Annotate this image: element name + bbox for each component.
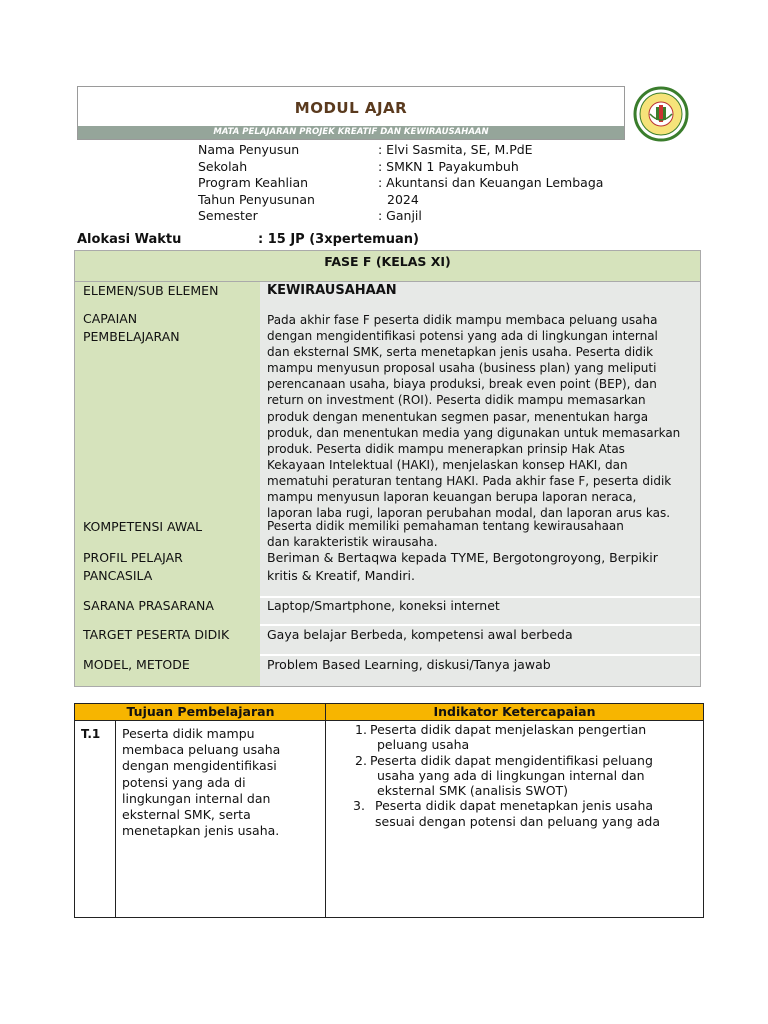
capaian-line: perencanaan usaha, biaya produksi, break even point (BEP), dan: [267, 377, 657, 392]
capaian-line: dan eksternal SMK, serta menetapkan jenis usaha. Peserta didik: [267, 345, 654, 360]
model-value: Problem Based Learning, diskusi/Tanya jawab: [267, 657, 551, 672]
model-label: MODEL, METODE: [83, 657, 190, 672]
target-label: TARGET PESERTA DIDIK: [83, 627, 230, 642]
meta-value: : Ganjil: [378, 208, 422, 223]
objectives-header: [75, 704, 703, 721]
capaian-line: dengan mengidentifikasi potensi yang ada di lingkungan internal: [267, 329, 658, 344]
kompetensi-line: Peserta didik memiliki pemahaman tentang kewirausahaan: [267, 519, 624, 533]
indicator-item: [339, 753, 701, 799]
meta-value: 2024: [387, 191, 419, 207]
meta-label: Tahun Penyusunan: [198, 191, 315, 207]
row-divider: [260, 624, 700, 626]
column-divider: [115, 721, 116, 917]
objective-line: Peserta didik mampu: [122, 726, 255, 741]
kompetensi-text: [267, 518, 692, 550]
sarana-value: Laptop/Smartphone, koneksi internet: [267, 598, 500, 613]
subject-banner: MATA PELAJARAN PROJEK KREATIF DAN KEWIRAUSAHAAN: [78, 126, 624, 139]
meta-label: Program Keahlian: [198, 175, 309, 190]
document-header: [77, 86, 625, 140]
profil-line: kritis & Kreatif, Mandiri.: [267, 568, 415, 583]
time-allocation-value: : 15 JP (3xpertemuan): [258, 232, 419, 247]
capaian-line: return on investment (ROI). Peserta didik mampu memasarkan: [267, 393, 646, 408]
indicator-item: [339, 798, 701, 829]
objective-line: menetapkan jenis usaha.: [122, 823, 280, 839]
capaian-line: mematuhi peraturan tentang HAKI. Pada akhir fase F, peserta didik: [267, 473, 672, 488]
column-divider: [325, 704, 326, 917]
meta-label: Nama Penyusun: [198, 142, 300, 157]
kompetensi-line: dan karakteristik wirausaha.: [267, 535, 438, 550]
indicator-line: sesuai dengan potensi dan peluang yang ada: [375, 813, 660, 829]
indicator-item: [339, 722, 701, 753]
indicator-line: usaha yang ada di lingkungan internal dan: [377, 767, 645, 783]
indicator-number: 3.: [353, 798, 365, 814]
objective-line: membaca peluang usaha: [122, 742, 281, 758]
profil-line: Beriman & Bertaqwa kepada TYME, Bergotongroyong, Berpikir: [267, 550, 658, 565]
objectives-table: [74, 703, 704, 918]
target-value: Gaya belajar Berbeda, kompetensi awal berbeda: [267, 627, 573, 642]
indicator-list: [339, 722, 701, 829]
sarana-label: SARANA PRASARANA: [83, 598, 214, 613]
capaian-line: mampu menyusun proposal usaha (business plan) yang meliputi: [267, 361, 657, 376]
profil-label: [83, 549, 183, 585]
profil-label-line: PROFIL PELAJAR: [83, 550, 183, 565]
meta-value: : Elvi Sasmita, SE, M.PdE: [378, 142, 533, 157]
kompetensi-label: KOMPETENSI AWAL: [83, 519, 203, 534]
indicator-line: Peserta didik dapat menetapkan jenis usaha: [375, 798, 654, 814]
capaian-line: mampu menyusun laporan keuangan berupa laporan neraca,: [267, 490, 637, 505]
row-divider: [260, 654, 700, 656]
capaian-line: Kekayaan Intelektual (HAKI), menjelaskan konsep HAKI, dan: [267, 457, 628, 472]
indicator-number: 1.: [355, 722, 367, 737]
objectives-header-indikator: Indikator Ketercapaian: [433, 704, 596, 719]
objective-line: potensi yang ada di: [122, 774, 246, 790]
meta-label: Semester: [198, 208, 258, 223]
capaian-label: [83, 310, 180, 346]
capaian-text: [267, 312, 692, 521]
indicator-line: Peserta didik dapat menjelaskan pengertian: [370, 722, 647, 737]
capaian-label-line: PEMBELAJARAN: [83, 329, 180, 344]
meta-value: : Akuntansi dan Keuangan Lembaga: [378, 175, 604, 190]
capaian-line: Pada akhir fase F peserta didik mampu membaca peluang usaha: [267, 313, 658, 327]
objective-line: dengan mengidentifikasi: [122, 758, 277, 774]
objectives-header-tujuan: Tujuan Pembelajaran: [126, 704, 275, 719]
phase-heading: FASE F (KELAS XI): [75, 251, 700, 282]
indicator-number: 2.: [355, 752, 367, 768]
indicator-line: Peserta didik dapat mengidentifikasi peluang: [370, 752, 653, 768]
learning-info-table: [74, 250, 701, 687]
indicator-line: peluang usaha: [377, 737, 470, 753]
capaian-line: produk, dan menentukan media yang digunakan untuk memasarkan: [267, 425, 681, 440]
elemen-label: ELEMEN/SUB ELEMEN: [83, 283, 219, 298]
indicator-line: eksternal SMK (analisis SWOT): [377, 783, 569, 799]
objective-code: T.1: [81, 727, 101, 741]
elemen-value: KEWIRAUSAHAAN: [267, 283, 397, 298]
capaian-line: produk dengan menentukan segmen pasar, menentukan harga: [267, 409, 649, 424]
meta-label: Sekolah: [198, 158, 248, 174]
capaian-label-line: CAPAIAN: [83, 311, 138, 326]
meta-value: : SMKN 1 Payakumbuh: [378, 158, 519, 174]
school-emblem-icon: [630, 86, 692, 142]
capaian-line: produk. Peserta didik mampu menerapkan prinsip Hak Atas: [267, 441, 625, 456]
objective-line: eksternal SMK, serta: [122, 807, 251, 823]
objective-line: lingkungan internal dan: [122, 790, 271, 806]
document-title: MODUL AJAR: [294, 99, 408, 117]
capaian-line: laporan laba rugi, laporan perubahan modal, dan laporan arus kas.: [267, 506, 671, 521]
objective-description: [122, 726, 322, 839]
time-allocation-label: Alokasi Waktu: [77, 232, 182, 247]
profil-text: [267, 549, 658, 585]
profil-label-line: PANCASILA: [83, 568, 153, 583]
